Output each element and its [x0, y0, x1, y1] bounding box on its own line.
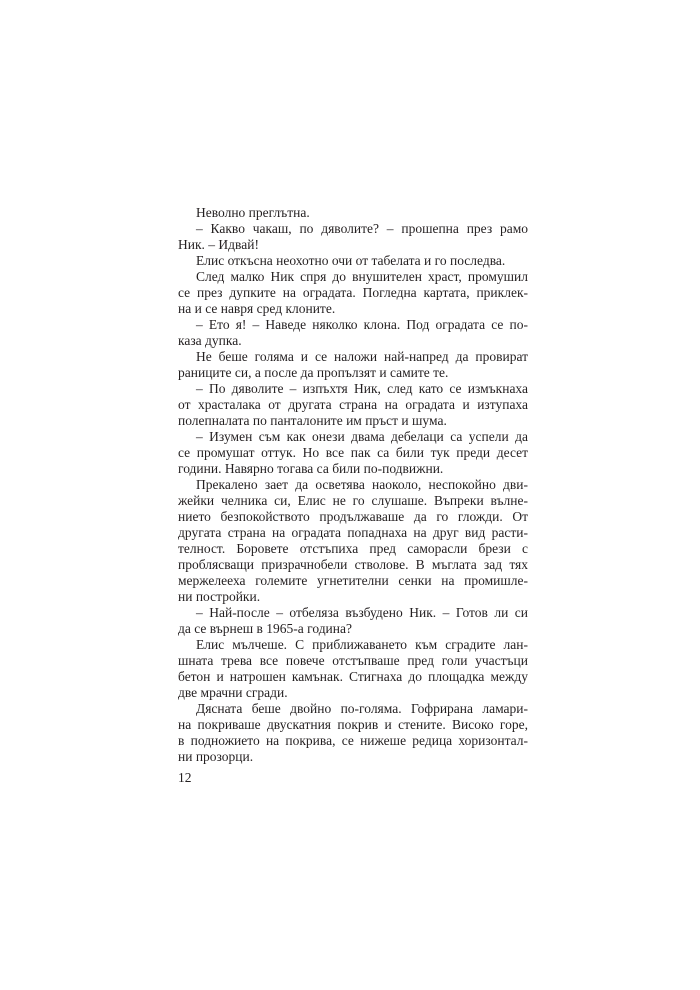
- text-line: мержелееха големите угнетителни сенки на промишле-: [178, 573, 528, 588]
- paragraph: [178, 701, 528, 765]
- paragraph: [178, 477, 528, 605]
- text-line: от храсталака от другата страна на оградата и изтупаха: [178, 397, 528, 412]
- text-line: – Какво чакаш, по дяволите? – прошепна през рамо: [196, 221, 528, 236]
- paragraph: [178, 381, 528, 429]
- paragraph: [178, 637, 528, 701]
- text-line: Елис мълчеше. С приближаването към сградите лан-: [196, 637, 528, 652]
- paragraph: [178, 253, 528, 269]
- text-line: шната трева все повече отстъпваше пред голи участъци: [178, 653, 528, 668]
- text-line: раниците си, а после да пропълзят и самите те.: [178, 365, 449, 380]
- text-line: ни постройки.: [178, 589, 261, 604]
- paragraph: [178, 349, 528, 381]
- text-line: каза дупка.: [178, 333, 242, 348]
- text-line: Прекалено зает да осветява наоколо, неспокойно дви-: [196, 477, 528, 492]
- paragraph: [178, 605, 528, 637]
- text-line: в подножието на покрива, се нижеше редица хоризонтал-: [178, 733, 528, 748]
- text-line: Не беше голяма и се наложи най-напред да провират: [196, 349, 528, 364]
- text-line: телност. Боровете отстъпиха пред саморасли брези с: [178, 541, 528, 556]
- body-text: [178, 205, 528, 765]
- text-line: се промушат оттук. Но все пак са били тук преди десет: [178, 445, 528, 460]
- text-line: Неволно преглътна.: [196, 205, 310, 220]
- text-line: – По дяволите – изпъхтя Ник, след като се измъкнаха: [196, 381, 528, 396]
- text-line: години. Навярно тогава са били по-подвижни.: [178, 461, 444, 476]
- text-line: другата страна на оградата попаднаха на друг вид расти-: [178, 525, 528, 540]
- text-line: – Ето я! – Наведе няколко клона. Под оградата се по-: [196, 317, 528, 332]
- text-line: да се върнеш в 1965-а година?: [178, 621, 352, 636]
- text-line: – Изумен съм как онези двама дебелаци са успели да: [196, 429, 528, 444]
- text-line: се през дупките на оградата. Погледна картата, приклек-: [178, 285, 528, 300]
- paragraph: [178, 429, 528, 477]
- page-number: 12: [178, 770, 192, 785]
- text-line: на и се навря сред клоните.: [178, 301, 336, 316]
- paragraph: [178, 205, 528, 221]
- text-line: проблясващи призрачнобели стволове. В мъглата зад тях: [178, 557, 528, 572]
- paragraph: [178, 269, 528, 317]
- text-line: – Най-после – отбеляза възбудено Ник. – Готов ли си: [196, 605, 528, 620]
- text-line: нието безпокойството продължаваше да го гложди. От: [178, 509, 528, 524]
- text-line: две мрачни сгради.: [178, 685, 288, 700]
- text-line: ни прозорци.: [178, 749, 254, 764]
- text-line: Ник. – Идвай!: [178, 237, 259, 252]
- text-line: полепналата по панталоните им пръст и шума.: [178, 413, 447, 428]
- paragraph: [178, 221, 528, 253]
- text-line: След малко Ник спря до внушителен храст, промушил: [196, 269, 528, 284]
- text-line: бетон и натрошен камънак. Стигнаха до площадка между: [178, 669, 528, 684]
- paragraph: [178, 317, 528, 349]
- text-line: на покриваше двускатния покрив и стените. Високо горе,: [178, 717, 528, 732]
- text-line: Дясната беше двойно по-голяма. Гофрирана ламари-: [196, 701, 528, 716]
- text-line: Елис откъсна неохотно очи от табелата и го последва.: [196, 253, 506, 268]
- text-line: жейки челника си, Елис не го слушаше. Въпреки вълне-: [178, 493, 528, 508]
